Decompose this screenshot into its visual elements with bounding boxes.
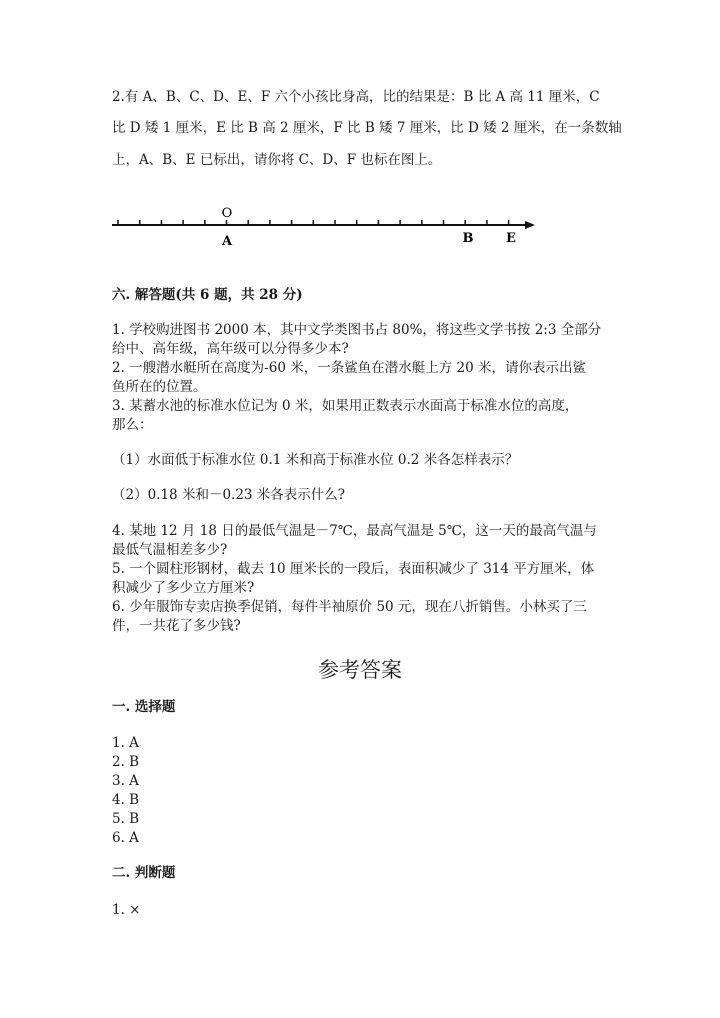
question-line: 最低气温相差多少? (112, 542, 228, 558)
answer-item: 2. B (112, 754, 140, 770)
question-line: 5. 一个圆柱形钢材，截去 10 厘米长的一段后，表面积减少了 314 平方厘米，体 (112, 561, 595, 577)
answer-item: 5. B (112, 811, 140, 827)
number-line (105, 200, 545, 250)
answers-section1-heading: 一. 选择题 (112, 699, 176, 715)
answer-item: 4. B (112, 792, 140, 808)
question-line: 3. 某蓄水池的标准水位记为 0 米，如果用正数表示水面高于标准水位的高度， (112, 398, 579, 414)
label-e: E (506, 231, 516, 246)
question-line: 6. 少年服饰专卖店换季促销，每件半袖原价 50 元，现在八折销售。小林买了三 (112, 599, 587, 615)
question-line: （2）0.18 米和－0.23 米各表示什么? (112, 487, 346, 503)
q2-line: 2.有 A、B、C、D、E、F 六个小孩比身高，比的结果是：B 比 A 高 11 厘米，C (112, 89, 600, 105)
question-line: 积减少了多少立方厘米? (112, 580, 255, 596)
label-a: A (221, 234, 233, 249)
answers-section2-heading: 二. 判断题 (112, 865, 176, 881)
question-line: 2. 一艘潜水艇所在高度为-60 米，一条鲨鱼在潜水艇上方 20 米，请你表示出鲨 (112, 360, 586, 376)
answer-item: 1. A (112, 735, 139, 751)
question-line: 那么： (112, 417, 153, 433)
q2-line: 比 D 矮 1 厘米，E 比 B 高 2 厘米，F 比 B 矮 7 厘米，比 D 矮 2 厘米，在一条数轴 (112, 120, 622, 136)
axis-arrow-icon (525, 221, 535, 229)
question-line: （1）水面低于标准水位 0.1 米和高于标准水位 0.2 米各怎样表示？ (112, 452, 519, 468)
question-line: 给中、高年级，高年级可以分得多少本? (112, 341, 349, 357)
answer-item: 3. A (112, 773, 139, 789)
answer-item: 1. × (112, 902, 141, 918)
question-line: 1. 学校购进图书 2000 本，其中文学类图书占 80%，将这些文学书按 2:3 全部分 (112, 322, 602, 338)
answers-title: 参考答案 (318, 658, 402, 682)
question-line: 4. 某地 12 月 18 日的最低气温是－7℃，最高气温是 5℃，这一天的最高气温与 (112, 523, 597, 539)
answer-item: 6. A (112, 830, 139, 846)
question-line: 鱼所在的位置。 (112, 379, 207, 395)
q2-line: 上，A、B、E 已标出，请你将 C、D、F 也标在图上。 (112, 152, 442, 168)
origin-label: O (221, 206, 233, 221)
question-line: 件，一共花了多少钱? (112, 618, 241, 634)
section6-heading: 六. 解答题(共 6 题，共 28 分) (112, 287, 303, 303)
label-b: B (462, 231, 474, 246)
